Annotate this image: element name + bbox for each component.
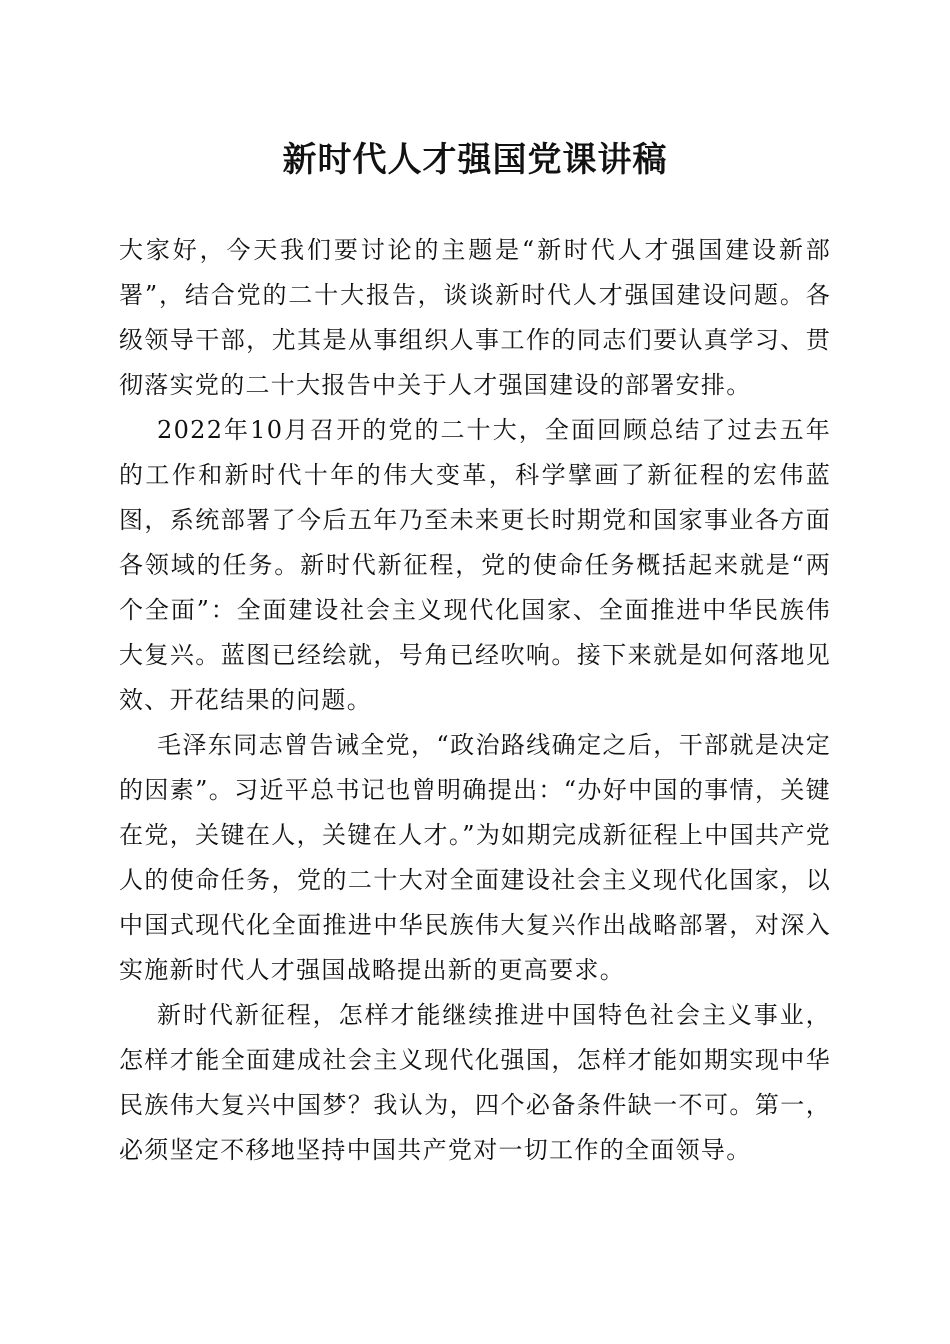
document-title: 新时代人才强国党课讲稿 [282,140,668,180]
paragraph-intro: 大家好，今天我们要讨论的主题是“新时代人才强国建设新部署”，结合党的二十大报告，谈谈新时代人才强国建设问题。各级领导干部，尤其是从事组织人事工作的同志们要认真学习、贯彻落实党的二十大报告中关于人才强国建设的部署安排。 [119,236,831,399]
document-body [119,228,831,1173]
paragraph-cadres-decisive: 毛泽东同志曾告诫全党，“政治路线确定之后，干部就是决定的因素”。习近平总书记也曾明确提出：“办好中国的事情，关键在党，关键在人，关键在人才。”为如期完成新征程上中国共产党人的使命任务，党的二十大对全面建设社会主义现代化国家，以中国式现代化全面推进中华民族伟大复兴作出战略部署，对深入实施新时代人才强国战略提出新的更高要求。 [119,731,831,984]
paragraph-four-conditions: 新时代新征程，怎样才能继续推进中国特色社会主义事业，怎样才能全面建成社会主义现代化强国，怎样才能如期实现中华民族伟大复兴中国梦？我认为，四个必备条件缺一不可。第一，必须坚定不移地坚持中国共产党对一切工作的全面领导。 [119,1001,831,1164]
paragraph-twentieth-congress: 2022年10月召开的党的二十大，全面回顾总结了过去五年的工作和新时代十年的伟大变革，科学擘画了新征程的宏伟蓝图，系统部署了今后五年乃至未来更长时期党和国家事业各方面各领域的任务。新时代新征程，党的使命任务概括起来就是“两个全面”：全面建设社会主义现代化国家、全面推进中华民族伟大复兴。蓝图已经绘就，号角已经吹响。接下来就是如何落地见效、开花结果的问题。 [119,416,831,714]
